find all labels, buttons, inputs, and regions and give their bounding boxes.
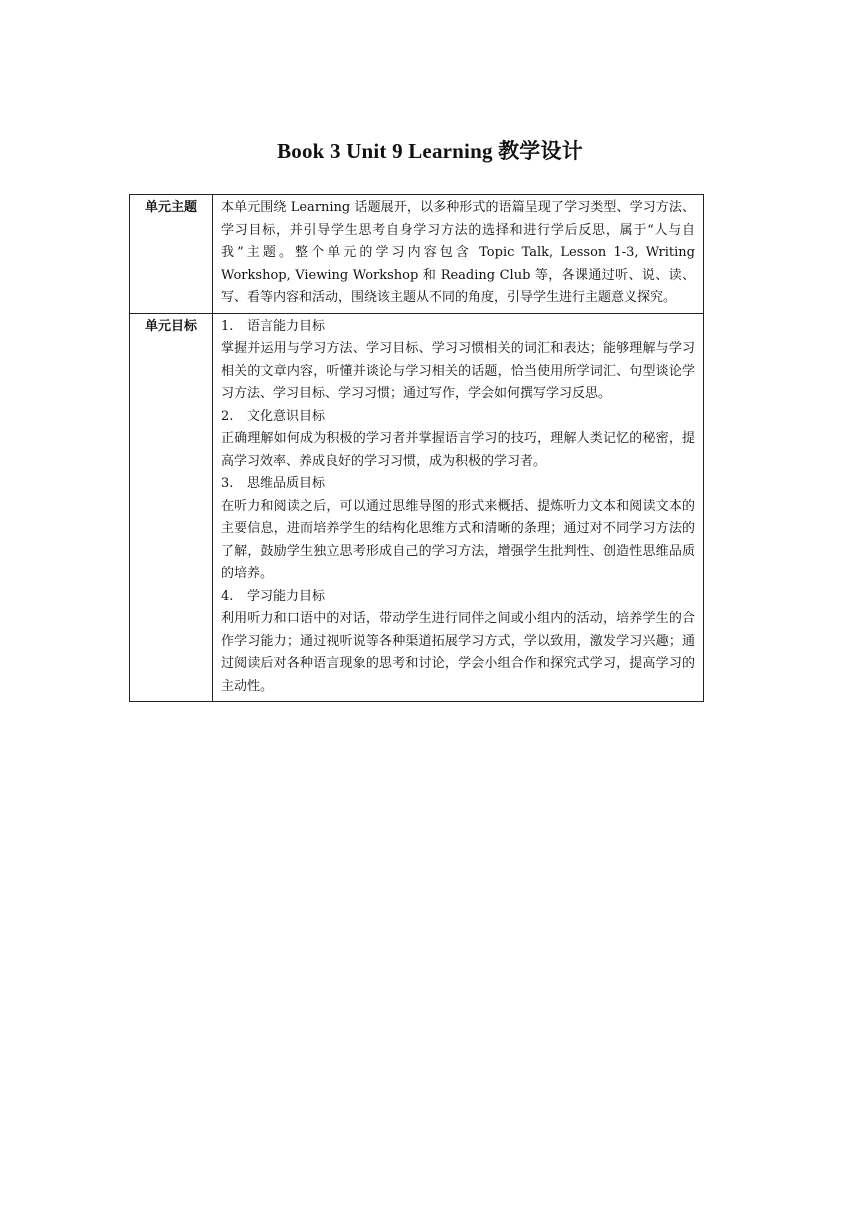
goal-number: 4. [221,588,234,604]
goal-text: 在听力和阅读之后，可以通过思维导图的形式来概括、提炼听力文本和阅读文本的主要信息，进而培养学生的结构化思维方式和清晰的条理；通过对不同学习方法的了解，鼓励学生独立思考形成自己的学习方法，增强学生批判性、创造性思维品质的培养。 [221,498,695,581]
unit-theme-content: 本单元围绕 Learning 话题展开，以多种形式的语篇呈现了学习类型、学习方法、学习目标，并引导学生思考自身学习方法的选择和进行学后反思，属于“人与自我”主题。整个单元的学习内容包含 Topic Talk, Lesson 1-3, Writing Workshop, Viewing Workshop 和 Reading Club 等，各课通过听、说、读、写、看等内容和活动，围绕该主题从不同的角度，引导学生进行主题意义探究。 [213,195,704,314]
document-title: Book 3 Unit 9 Learning 教学设计 [277,139,583,163]
goal-heading: 学习能力目标 [247,588,326,604]
goal-item-thinking [221,473,695,586]
unit-goals-content [213,313,704,702]
goal-heading: 语言能力目标 [247,318,326,334]
table-row-unit-theme [130,195,704,314]
goal-text: 正确理解如何成为积极的学习者并掌握语言学习的技巧，理解人类记忆的秘密，提高学习效率、养成良好的学习习惯，成为积极的学习者。 [221,431,695,469]
goal-number: 2. [221,408,234,424]
table-row-unit-goals [130,313,704,702]
goal-number: 3. [221,476,234,491]
unit-theme-label: 单元主题 [130,195,213,314]
goal-item-language [221,316,695,406]
unit-goals-label: 单元目标 [130,313,213,702]
unit-design-table [129,194,704,702]
goal-text: 利用听力和口语中的对话，带动学生进行同伴之间或小组内的活动，培养学生的合作学习能力；通过视听说等各种渠道拓展学习方式，学以致用，激发学习兴趣；通过阅读后对各种语言现象的思考和讨论，学会小组合作和探究式学习，提高学习的主动性。 [221,611,695,694]
goal-item-culture [221,406,695,474]
goal-text: 掌握并运用与学习方法、学习目标、学习习惯相关的词汇和表达；能够理解与学习相关的文章内容，听懂并谈论与学习相关的话题，恰当使用所学词汇、句型谈论学习方法、学习目标、学习习惯；通过写作，学会如何撰写学习反思。 [221,341,695,401]
goal-heading: 文化意识目标 [247,408,326,424]
goal-heading: 思维品质目标 [247,476,326,491]
goal-number: 1. [221,318,234,334]
goal-item-learning [221,586,695,699]
